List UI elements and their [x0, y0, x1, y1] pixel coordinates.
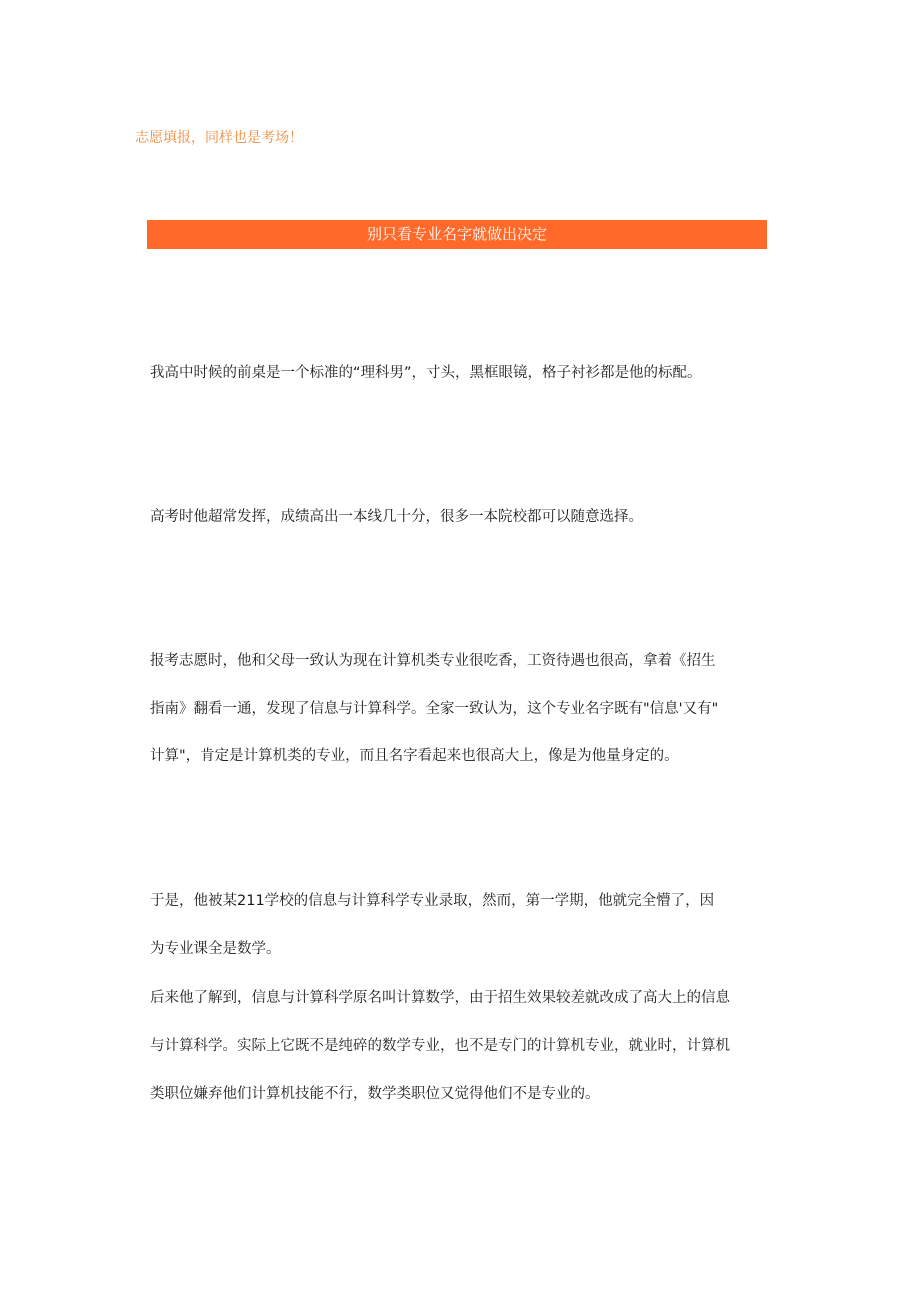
- paragraph-3-line-2: 指南》翻看一通，发现了信息与计算科学。全家一致认为，这个专业名字既有"信息'又有": [150, 701, 719, 717]
- paragraph-3-line-3: 计算"，肯定是计算机类的专业，而且名字看起来也很高大上，像是为他量身定的。: [150, 748, 679, 764]
- paragraph-1-line-1: 我高中时候的前桌是一个标准的“理科男”，寸头，黑框眼镜，格子衬衫都是他的标配。: [150, 365, 702, 381]
- article-subtitle: 志愿填报，同样也是考场！: [135, 130, 303, 146]
- paragraph-2-line-1: 高考时他超常发挥，成绩高出一本线几十分，很多一本院校都可以随意选择。: [150, 509, 643, 525]
- paragraph-3-line-1: 报考志愿时，他和父母一致认为现在计算机类专业很吃香，工资待遇也很高，拿着《招生: [150, 653, 716, 669]
- paragraph-5-line-1: 后来他了解到，信息与计算科学原名叫计算数学，由于招生效果较差就改成了高大上的信息: [150, 990, 730, 1006]
- paragraph-4-line-1: 于是，他被某211学校的信息与计算科学专业录取，然而，第一学期，他就完全懵了，因: [150, 893, 715, 909]
- paragraph-5-line-2: 与计算科学。实际上它既不是纯碎的数学专业，也不是专门的计算机专业，就业时，计算机: [150, 1038, 730, 1054]
- paragraph-4-line-2: 为专业课全是数学。: [150, 941, 281, 957]
- section-banner: 别只看专业名字就做出决定: [147, 220, 767, 249]
- paragraph-5-line-3: 类职位嫌弃他们计算机技能不行，数学类职位又觉得他们不是专业的。: [150, 1086, 600, 1102]
